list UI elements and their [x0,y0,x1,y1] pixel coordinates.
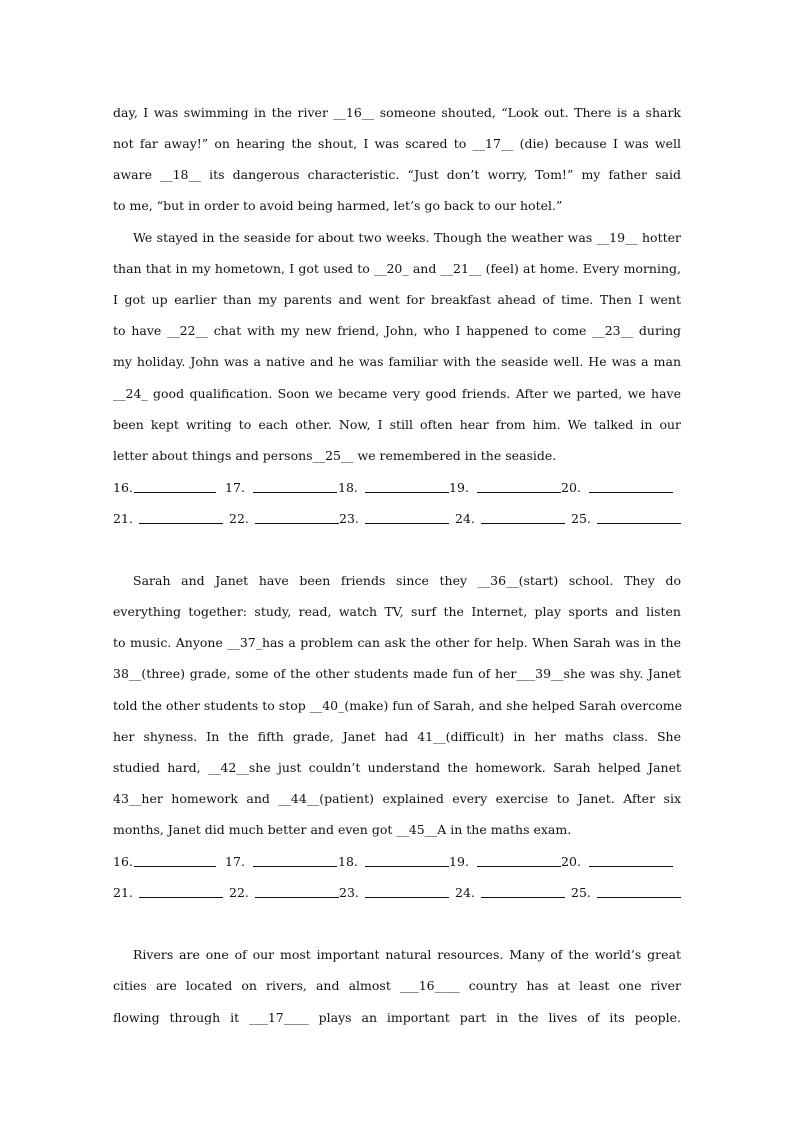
answer-number: 23. [339,885,359,900]
answer-number: 16. [113,480,133,495]
answer-blank[interactable] [481,885,565,898]
answer-number: 24. [455,885,475,900]
passage-1-line: to me, “but in order to avoid being harmed, let’s go back to our hotel.” [113,198,563,213]
answer-blank[interactable] [365,885,449,898]
answer-blank[interactable] [139,885,223,898]
passage-1-line: been kept writing to each other. Now, I still often hear from him. We talked in our [113,417,681,432]
passage-1-line: day, I was swimming in the river __16__ someone shouted, “Look out. There is a shark [113,105,681,120]
answer-blank[interactable] [589,480,673,493]
answer-blank[interactable] [134,480,216,493]
answer-number: 23. [339,511,359,526]
passage-2-line: Sarah and Janet have been friends since they __36__(start) school. They do [133,573,681,588]
answer-row [113,480,683,496]
passage-2-line: everything together: study, read, watch TV, surf the Internet, play sports and listen [113,604,681,619]
answer-blank[interactable] [597,511,681,524]
passage-2-line: 43__her homework and __44__(patient) explained every exercise to Janet. After six [113,791,681,806]
answer-row [113,854,683,870]
answer-blank[interactable] [365,480,449,493]
passage-2-line: studied hard, __42__she just couldn’t understand the homework. Sarah helped Janet [113,760,681,775]
answer-row [113,511,683,527]
answer-number: 19. [449,480,469,495]
answer-blank[interactable] [253,854,337,867]
answer-blank[interactable] [365,854,449,867]
answer-number: 22. [229,885,249,900]
passage-2-line: months, Janet did much better and even got __45__A in the maths exam. [113,822,572,837]
answer-number: 18. [338,854,358,869]
answer-blank[interactable] [134,854,216,867]
passage-1-line: letter about things and persons__25__ we remembered in the seaside. [113,448,557,463]
passage-1-line: We stayed in the seaside for about two weeks. Though the weather was __19__ hotter [133,230,681,245]
passage-1-line: aware __18__ its dangerous characteristic. “Just don’t worry, Tom!” my father said [113,167,681,182]
answer-number: 25. [571,885,591,900]
answer-blank[interactable] [481,511,565,524]
answer-number: 21. [113,511,133,526]
answer-number: 24. [455,511,475,526]
answer-number: 25. [571,511,591,526]
answer-blank[interactable] [139,511,223,524]
answer-row [113,885,683,901]
passage-3-line: cities are located on rivers, and almost ___16____ country has at least one river [113,978,681,993]
answer-number: 19. [449,854,469,869]
answer-blank[interactable] [255,885,339,898]
passage-1-line: to have __22__ chat with my new friend, John, who I happened to come __23__ during [113,323,681,338]
answer-blank[interactable] [253,480,337,493]
answer-number: 17. [225,854,245,869]
passage-1-line: __24_ good qualification. Soon we became very good friends. After we parted, we have [113,386,681,401]
answer-number: 20. [561,480,581,495]
passage-1-line: I got up earlier than my parents and went for breakfast ahead of time. Then I went [113,292,681,307]
passage-1-line: my holiday. John was a native and he was familiar with the seaside well. He was a man [113,354,681,369]
answer-number: 17. [225,480,245,495]
answer-blank[interactable] [477,854,561,867]
answer-blank[interactable] [589,854,673,867]
answer-number: 16. [113,854,133,869]
answer-blank[interactable] [255,511,339,524]
passage-1-line: than that in my hometown, I got used to __20_ and __21__ (feel) at home. Every morning, [113,261,681,276]
answer-number: 22. [229,511,249,526]
answer-number: 21. [113,885,133,900]
passage-2-line: 38__(three) grade, some of the other students made fun of her___39__she was shy. Janet [113,666,681,681]
answer-blank[interactable] [597,885,681,898]
passage-3-line: flowing through it ___17____ plays an important part in the lives of its people. [113,1010,681,1025]
answer-number: 20. [561,854,581,869]
passage-3-line: Rivers are one of our most important natural resources. Many of the world’s great [133,947,681,962]
passage-1-line: not far away!” on hearing the shout, I was scared to __17__ (die) because I was well [113,136,681,151]
passage-2-line: her shyness. In the fifth grade, Janet had 41__(difficult) in her maths class. She [113,729,681,744]
answer-number: 18. [338,480,358,495]
answer-blank[interactable] [477,480,561,493]
answer-blank[interactable] [365,511,449,524]
passage-2-line: to music. Anyone __37_has a problem can ask the other for help. When Sarah was in the [113,635,681,650]
passage-2-line: told the other students to stop __40_(make) fun of Sarah, and she helped Sarah overcome [113,698,682,713]
